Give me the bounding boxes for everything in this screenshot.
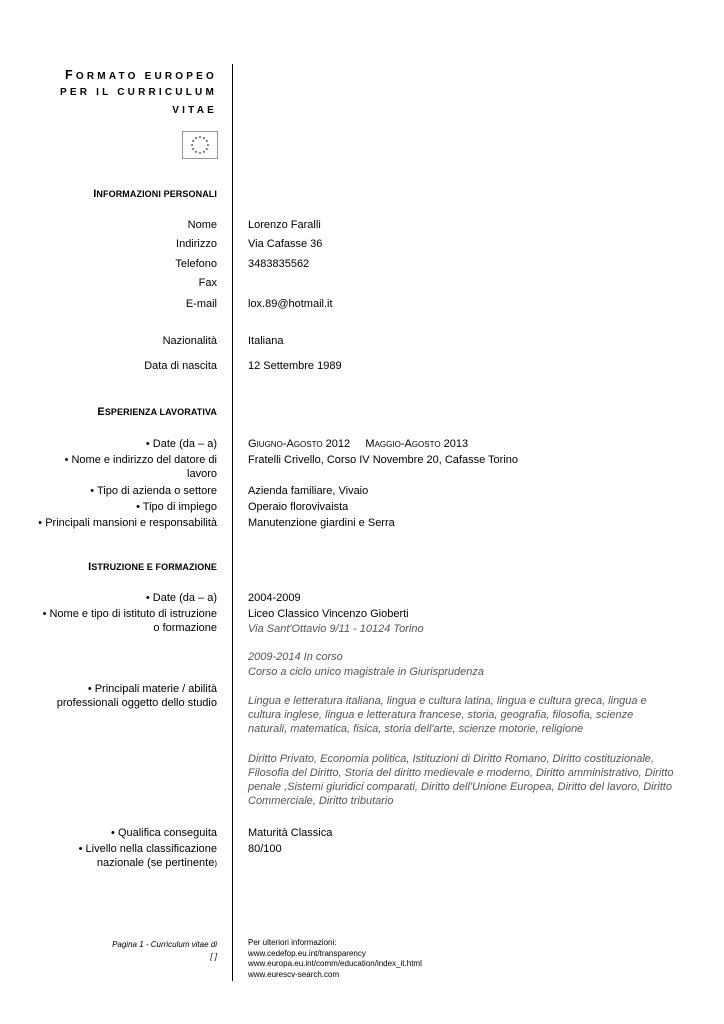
label-exp-sector: • Tipo di azienda o settore <box>90 485 217 497</box>
value-nome: Lorenzo Faralli <box>248 219 321 231</box>
label-edu-level-2 <box>97 856 217 871</box>
title-initial: F <box>65 68 76 82</box>
label-edu-subjects-1: • Principali materie / abilità <box>87 683 217 695</box>
exp-date-2-month: MAGGIO-AGOSTO <box>365 438 441 450</box>
cv-title-line-1 <box>65 66 217 86</box>
value-exp-employer: Fratelli Crivello, Corso IV Novembre 20, Cafasse Torino <box>248 454 519 466</box>
footer-link-cedefop[interactable]: www.cedefop.eu.int/transparency <box>248 948 366 958</box>
value-indirizzo: Via Cafasse 36 <box>248 238 323 250</box>
footer-info <box>248 938 422 980</box>
section-title-experience: ESPERIENZA LAVORATIVA <box>97 406 217 418</box>
label-exp-employer-2: lavoro <box>187 468 217 480</box>
footer-link-europa[interactable]: www.europa.eu.int/comm/education/index_it.html <box>248 959 422 968</box>
value-edu-school: Liceo Classico Vincenzo Gioberti <box>248 608 409 620</box>
footer-page-label-2: [ ] <box>210 952 217 961</box>
label-edu-level-2-paren: ) <box>214 859 217 868</box>
exp-date-1-month: GIUGNO-AGOSTO <box>248 438 323 450</box>
label-edu-school-2: o formazione <box>153 622 217 634</box>
value-edu-subjects-university: Diritto Privato, Economia politica, Istituzioni di Diritto Romano, Diritto costituzionale, Filosofia del Diritto, Storia del diritto medievale e moderno, Diritto amministrativo, Diritto penale ,Sistemi giuridici comparati, Diritto dell'Unione Europea, Diritto del lavoro, Diritto Commerciale, Diritto tributario <box>248 753 674 807</box>
label-edu-subjects-2: professionali oggetto dello studio <box>56 697 217 709</box>
label-exp-employer-1: • Nome e indirizzo del datore di <box>64 454 217 466</box>
cv-title-line-3: VITAE <box>172 105 217 116</box>
label-email: E-mail <box>185 298 217 310</box>
eu-flag-icon <box>182 131 218 159</box>
label-exp-dates: • Date (da – a) <box>145 438 217 450</box>
footer-info-title: Per ulteriori informazioni: <box>248 938 337 947</box>
section-title-personal: INFORMAZIONI PERSONALI <box>93 188 217 200</box>
label-nazionalita: Nazionalità <box>162 335 217 347</box>
value-exp-dates <box>248 437 468 452</box>
value-edu-dates: 2004-2009 <box>248 592 301 604</box>
cv-title-line-2: PER IL CURRICULUM <box>60 87 217 98</box>
exp-date-1-year: 2012 <box>325 438 351 450</box>
value-edu-level: 80/100 <box>248 843 282 855</box>
value-edu-qualification: Maturità Classica <box>248 827 333 839</box>
label-edu-level-1: • Livello nella classificazione <box>78 843 217 855</box>
label-edu-level-2-text: nazionale (se pertinente <box>96 857 215 869</box>
value-exp-sector: Azienda familiare, Vivaio <box>248 485 369 497</box>
label-exp-job: • Tipo di impiego <box>136 501 217 513</box>
title-rest: ORMATO EUROPEO <box>75 71 217 82</box>
value-edu-school-address: Via Sant'Ottavio 9/11 - 10124 Torino <box>248 623 424 635</box>
footer-page-label-1: Pagina 1 - Curriculum vitae di <box>112 940 217 949</box>
label-indirizzo: Indirizzo <box>176 238 217 250</box>
value-exp-job: Operaio florovivaista <box>248 501 349 513</box>
value-edu-university-course: Corso a ciclo unico magistrale in Giurisprudenza <box>248 666 484 678</box>
value-nazionalita: Italiana <box>248 335 284 347</box>
value-edu-university-dates: 2009-2014 In corso <box>248 651 343 663</box>
label-telefono: Telefono <box>175 258 217 270</box>
footer-link-eurescv[interactable]: www.eurescv-search.com <box>248 969 340 979</box>
exp-date-2-year: 2013 <box>443 438 469 450</box>
footer-page-label <box>112 939 217 963</box>
label-fax: Fax <box>198 277 217 289</box>
value-exp-duties: Manutenzione giardini e Serra <box>248 517 395 529</box>
column-divider <box>232 64 233 981</box>
label-edu-dates: • Date (da – a) <box>145 592 217 604</box>
value-telefono: 3483835562 <box>248 258 310 270</box>
value-data-nascita: 12 Settembre 1989 <box>248 360 342 372</box>
section-title-education: ISTRUZIONE E FORMAZIONE <box>88 561 217 573</box>
label-nome: Nome <box>187 219 217 231</box>
label-exp-duties: • Principali mansioni e responsabilità <box>38 517 217 529</box>
label-edu-school-1: • Nome e tipo di istituto di istruzione <box>42 608 217 620</box>
value-edu-subjects-liceo: Lingua e letteratura italiana, lingua e cultura latina, lingua e cultura greca, lingua e cultura inglese, lingua e letteratura francese, storia, geografia, filosofia, scienze naturali, matematica, fisica, storia dell'arte, scienze motorie, religione <box>248 695 647 735</box>
value-email[interactable]: lox.89@hotmail.it <box>248 298 333 310</box>
label-edu-qualification: • Qualifica conseguita <box>111 827 217 839</box>
label-data-nascita: Data di nascita <box>144 360 217 372</box>
